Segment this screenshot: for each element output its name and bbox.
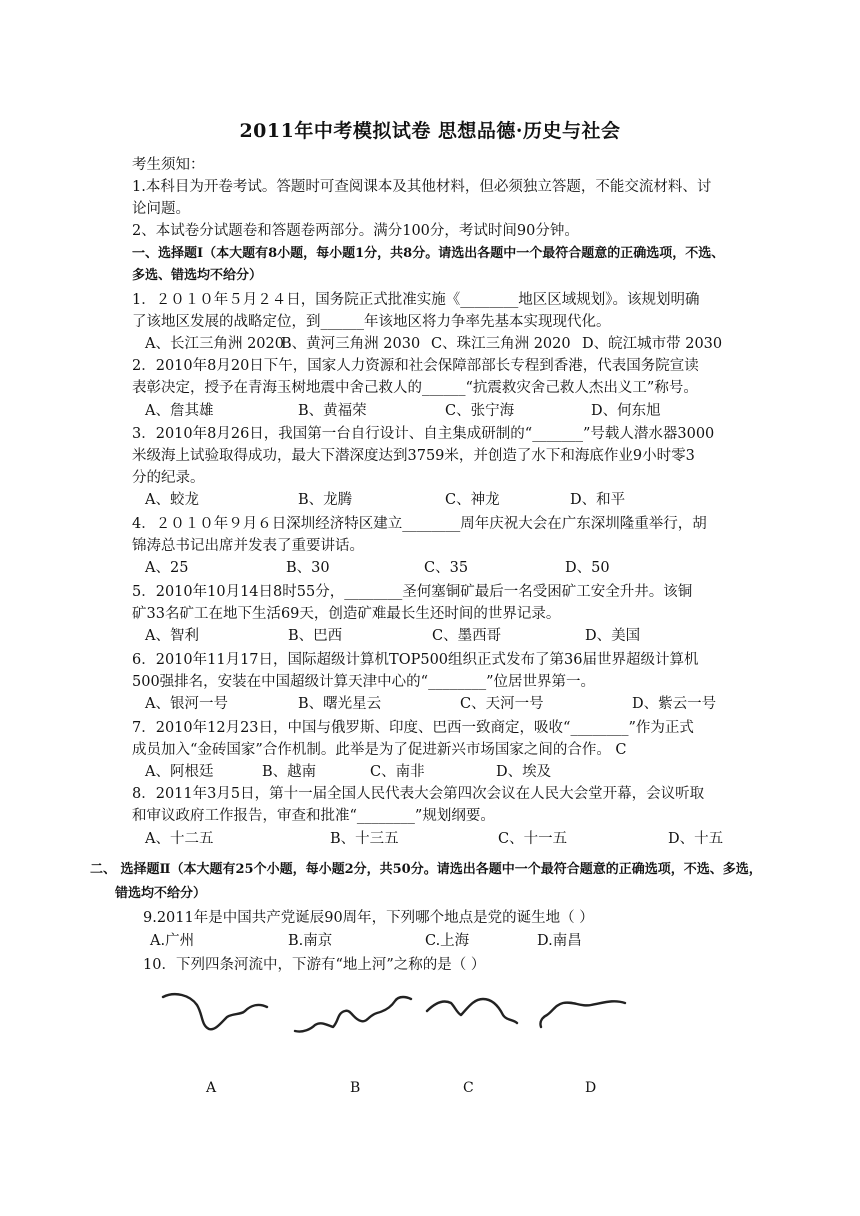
notice-heading: 考生须知： — [132, 157, 205, 173]
section1-header-cont: 多选、错选均不给分） — [132, 268, 263, 283]
q4-line-2: 锦涛总书记出席并发表了重要讲话。 — [132, 538, 364, 554]
q6-line-2: 500强排名，安装在中国超级计算天津中心的“________”位居世界第一。 — [132, 674, 595, 690]
q7-option-a[interactable]: A、阿根廷 — [145, 764, 214, 780]
q8-option-a[interactable]: A、十二五 — [145, 831, 214, 847]
section2-header-cont: 错选均不给分） — [115, 886, 207, 901]
section1-header: 一、选择题Ⅰ（本大题有8小题，每小题1分，共8分。请选出各题中一个最符合题意的正确选项，不选、 — [132, 246, 725, 261]
q6-option-c[interactable]: C、天河一号 — [460, 696, 544, 712]
q5-option-d[interactable]: D、美国 — [585, 628, 641, 644]
q8-option-c[interactable]: C、十一五 — [498, 831, 568, 847]
q9-line-1: 9.2011年是中国共产党诞辰90周年，下列哪个地点是党的诞生地（ ） — [143, 910, 594, 926]
q2-option-b[interactable]: B、黄福荣 — [298, 403, 367, 419]
q9-option-d[interactable]: D.南昌 — [537, 933, 582, 949]
q8-line-1: 8．2011年3月5日，第十一届全国人民代表大会第四次会议在人民大会堂开幕，会议听取 — [132, 786, 705, 802]
q2-option-d[interactable]: D、何东旭 — [591, 403, 661, 419]
river-d-shape — [540, 1001, 625, 1027]
q1-option-a[interactable]: A、长江三角洲 2020 — [145, 336, 284, 352]
q3-option-c[interactable]: C、神龙 — [445, 492, 500, 508]
river-label-c[interactable]: C — [463, 1080, 474, 1096]
q3-option-d[interactable]: D、和平 — [570, 492, 626, 508]
q5-option-a[interactable]: A、智利 — [145, 628, 199, 644]
q7-option-d[interactable]: D、埃及 — [496, 764, 552, 780]
notice-line-1b: 论问题。 — [132, 201, 190, 217]
q4-option-c[interactable]: C、35 — [424, 560, 469, 576]
q3-line-2: 米级海上试验取得成功，最大下潜深度达到3759米，并创造了水下和海底作业9小时零3 — [132, 448, 695, 464]
q3-line-3: 分的纪录。 — [132, 470, 205, 486]
river-label-b[interactable]: B — [350, 1080, 361, 1096]
q6-option-b[interactable]: B、曙光星云 — [298, 696, 382, 712]
q4-option-a[interactable]: A、25 — [145, 560, 189, 576]
river-label-a[interactable]: A — [206, 1080, 217, 1096]
q5-option-b[interactable]: B、巴西 — [288, 628, 343, 644]
q6-option-a[interactable]: A、银河一号 — [145, 696, 228, 712]
q9-option-b[interactable]: B.南京 — [288, 933, 333, 949]
q7-option-b[interactable]: B、越南 — [262, 764, 317, 780]
notice-line-2: 2、本试卷分试题卷和答题卷两部分。满分100分，考试时间90分钟。 — [132, 223, 579, 239]
q6-line-1: 6．2010年11月17日，国际超级计算机TOP500组织正式发布了第36届世界超级计算机 — [132, 652, 699, 668]
q4-option-d[interactable]: D、50 — [565, 560, 610, 576]
q4-option-b[interactable]: B、30 — [286, 560, 330, 576]
q4-line-1: 4．２０１０年９月６日深圳经济特区建立________周年庆祝大会在广东深圳隆重举行，胡 — [132, 516, 707, 532]
river-figures — [155, 985, 635, 1065]
page-title: 2011年中考模拟试卷 思想品德·历史与社会 — [239, 120, 621, 142]
q2-line-1: 2．2010年8月20日下午，国家人力资源和社会保障部部长专程到香港，代表国务院宣读 — [132, 358, 699, 374]
q6-option-d[interactable]: D、紫云一号 — [632, 696, 717, 712]
q7-option-c[interactable]: C、南非 — [370, 764, 425, 780]
q3-option-a[interactable]: A、蛟龙 — [145, 492, 199, 508]
q5-option-c[interactable]: C、墨西哥 — [432, 628, 502, 644]
q1-line-2: 了该地区发展的战略定位，到______年该地区将力争率先基本实现现代化。 — [132, 314, 611, 330]
q7-line-1: 7．2010年12月23日，中国与俄罗斯、印度、巴西一致商定，吸收“________”作为正式 — [132, 720, 694, 736]
q5-line-1: 5．2010年10月14日8时55分，________圣何塞铜矿最后一名受困矿工安全升井。该铜 — [132, 584, 693, 600]
q7-line-2: 成员加入“金砖国家”合作机制。此举是为了促进新兴市场国家之间的合作。 C — [132, 742, 627, 758]
q8-option-b[interactable]: B、十三五 — [330, 831, 399, 847]
q8-line-2: 和审议政府工作报告，审查和批准“________”规划纲要。 — [132, 808, 495, 824]
q1-line-1: 1．２０１０年５月２４日，国务院正式批准实施《________地区区域规划》。该规划明确 — [132, 292, 700, 308]
q3-line-1: 3．2010年8月26日，我国第一台自行设计、自主集成研制的“_______”号载人潜水器3000 — [132, 426, 715, 442]
notice-line-1a: 1.本科目为开卷考试。答题时可查阅课本及其他材料，但必须独立答题，不能交流材料、讨 — [132, 179, 712, 195]
q1-option-d[interactable]: D、皖江城市带 2030 — [582, 336, 723, 352]
river-label-d[interactable]: D — [585, 1080, 597, 1096]
q10-line-1: 10．下列四条河流中，下游有“地上河”之称的是（ ） — [143, 957, 486, 973]
q8-option-d[interactable]: D、十五 — [668, 831, 724, 847]
river-a-shape — [163, 994, 267, 1029]
q9-option-a[interactable]: A.广州 — [150, 933, 195, 949]
q2-line-2: 表彰决定，授予在青海玉树地震中舍己救人的______“抗震救灾舍己救人杰出义工”称号。 — [132, 380, 698, 396]
river-b-shape — [295, 997, 411, 1032]
q2-option-a[interactable]: A、詹其雄 — [145, 403, 214, 419]
q5-line-2: 矿33名矿工在地下生活69天，创造矿难最长生还时间的世界记录。 — [132, 606, 561, 622]
q2-option-c[interactable]: C、张宁海 — [445, 403, 515, 419]
q3-option-b[interactable]: B、龙腾 — [298, 492, 353, 508]
river-c-shape — [427, 999, 517, 1023]
q1-option-b[interactable]: B、黄河三角洲 2030 — [281, 336, 421, 352]
q1-option-c[interactable]: C、珠江三角洲 2020 — [431, 336, 571, 352]
q9-option-c[interactable]: C.上海 — [425, 933, 470, 949]
section2-header: 二、 选择题Ⅱ（本大题有25个小题，每小题2分，共50分。请选出各题中一个最符合题意的正确选项，不选、多选， — [90, 862, 762, 877]
